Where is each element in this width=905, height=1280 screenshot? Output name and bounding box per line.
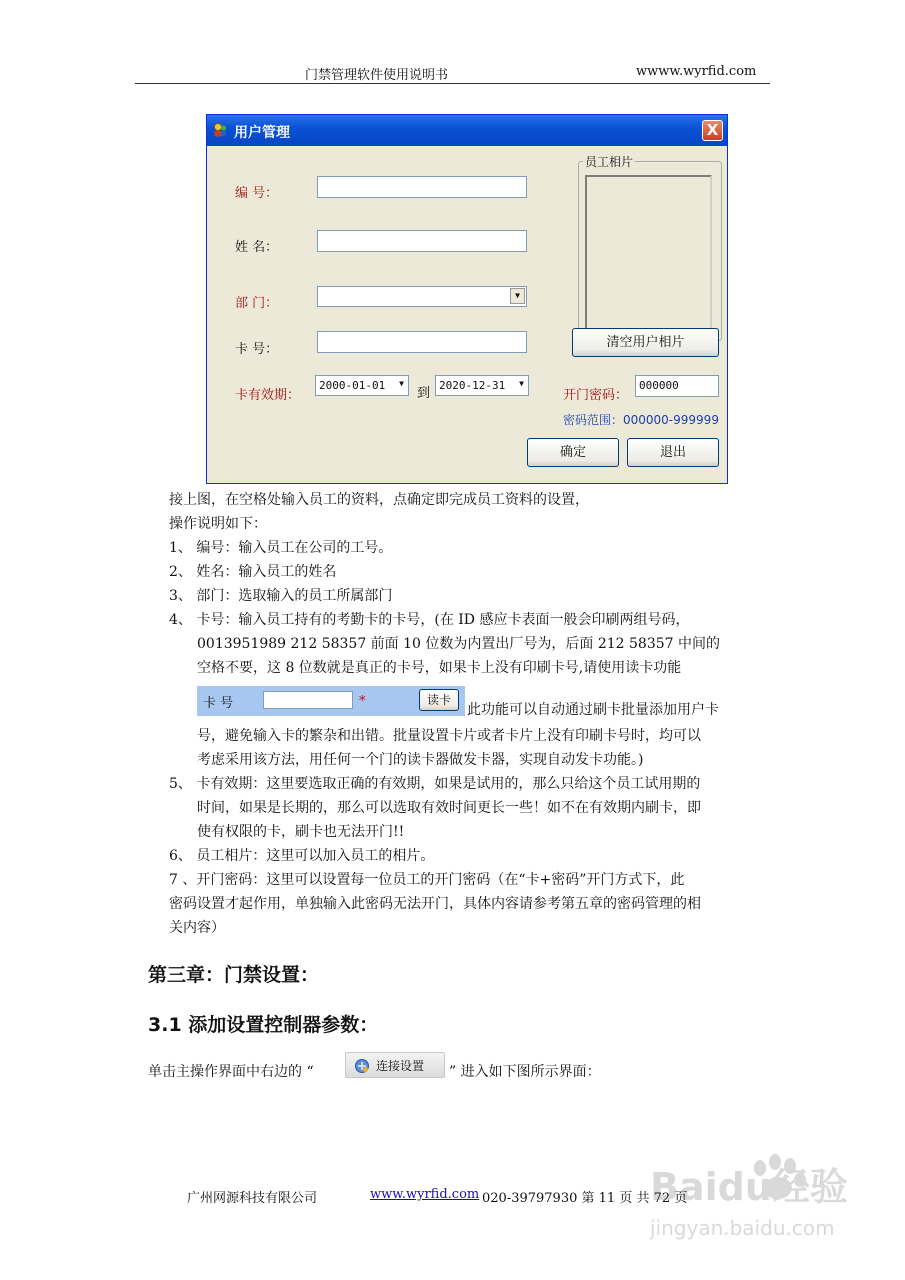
label-id: 编 号： [235,186,279,201]
chapter-heading: 第三章：门禁设置： [148,964,320,986]
pwd-value: 000000 [639,379,679,392]
label-pwd: 开门密码： [563,388,629,403]
clear-photo-button[interactable]: 清空用户相片 [572,328,719,357]
date-to-picker[interactable] [435,375,529,396]
item-5-line-2: 时间，如果是长期的，那么可以选取有效时间更长一些！如不在有效期内刷卡，即 [197,800,701,816]
exit-button[interactable]: 退出 [627,438,719,467]
ok-button[interactable]: 确定 [527,438,619,467]
intro-line-1: 接上图，在空格处输入员工的资料，点确定即完成员工资料的设置， [169,492,589,508]
read-card-button[interactable]: 读卡 [419,689,459,711]
item-7-line-2: 密码设置才起作用，单独输入此密码无法开门，具体内容请参考第五章的密码管理的相 [169,896,701,912]
pwd-input[interactable] [635,375,719,397]
connect-icon [354,1058,370,1074]
required-star: * [359,694,366,709]
dept-select[interactable] [317,286,527,307]
item-4-line-3: 空格不要，这 8 位数就是真正的卡号，如果卡上没有印刷卡号,请使用读卡功能 [197,660,682,676]
click-instruction-pre: 单击主操作界面中右边的 “ [148,1064,314,1080]
label-dept: 部 门： [235,296,279,311]
baidu-watermark [630,1140,870,1250]
intro-line-2: 操作说明如下： [169,516,267,532]
footer-tel-page: 020-39797930 第 11 页 共 72 页 [482,1191,688,1206]
date-from-picker[interactable] [315,375,409,396]
card-widget-input[interactable] [263,691,353,709]
label-name: 姓 名： [235,240,279,255]
header-divider [135,83,770,84]
dialog-titlebar [207,115,727,146]
item-4-line-4: 此功能可以自动通过刷卡批量添加用户卡 [467,702,719,718]
section-heading: 3.1 添加设置控制器参数： [148,1014,379,1036]
chevron-down-icon[interactable]: ▼ [519,379,524,388]
watermark-text: Baidu经验 [650,1165,848,1209]
pwd-range-note: 密码范围：000000-999999 [563,413,719,427]
item-1: 1、 编号：输入员工在公司的工号。 [169,540,393,556]
chevron-down-icon[interactable]: ▼ [399,379,404,388]
label-to: 到 [417,386,431,401]
photo-frame[interactable] [585,175,712,331]
photo-group-label: 员工相片 [585,155,634,169]
date-to-value: 2020-12-31 [439,379,506,392]
connect-settings-label: 连接设置 [376,1059,425,1073]
app-icon [212,122,228,138]
item-4-line-2: 0013951989 212 58357 前面 10 位数为内置出厂号为，后面 212 58357 中间的 [197,636,721,652]
id-input[interactable] [317,176,527,198]
date-from-value: 2000-01-01 [319,379,386,392]
item-4-line-5: 号，避免输入卡的繁杂和出错。批量设置卡片或者卡片上没有印刷卡号时，均可以 [197,728,701,744]
item-7-line-1: 7 、开门密码：这里可以设置每一位员工的开门密码（在“卡+密码”开门方式下，此 [169,872,685,888]
label-valid: 卡有效期： [235,388,301,403]
footer-url[interactable]: www.wyrfid.com [370,1187,480,1202]
page-header-url: wwww.wyrfid.com [636,64,757,79]
card-widget-label: 卡 号 [203,696,234,711]
page-header-title: 门禁管理软件使用说明书 [305,68,449,83]
baidu-paw-icon [630,1140,870,1250]
user-management-dialog [206,114,728,484]
click-instruction-post: ” 进入如下图所示界面： [449,1064,601,1080]
item-3: 3、 部门：选取输入的员工所属部门 [169,588,393,604]
connect-settings-button[interactable] [345,1052,445,1078]
close-button[interactable]: X [702,120,723,141]
chevron-down-icon[interactable]: ▼ [510,288,525,304]
item-2: 2、 姓名：输入员工的姓名 [169,564,337,580]
item-5-line-3: 使有权限的卡，刷卡也无法开门!! [197,824,405,840]
card-read-widget [197,686,465,716]
name-input[interactable] [317,230,527,252]
watermark-sub: jingyan.baidu.com [650,1216,835,1240]
item-6: 6、 员工相片：这里可以加入员工的相片。 [169,848,435,864]
item-7-line-3: 关内容） [169,920,225,936]
item-5-line-1: 5、 卡有效期：这里要选取正确的有效期，如果是试用的，那么只给这个员工试用期的 [169,776,701,792]
label-card: 卡 号： [235,342,279,357]
item-4-line-1: 4、 卡号：输入员工持有的考勤卡的卡号，(在 ID 感应卡表面一般会印刷两组号码， [169,612,690,628]
dialog-title: 用户管理 [234,125,290,141]
card-input[interactable] [317,331,527,353]
footer-company: 广州网源科技有限公司 [187,1191,318,1206]
item-4-line-6: 考虑采用该方法，用任何一个门的读卡器做发卡器，实现自动发卡功能。) [197,752,644,768]
